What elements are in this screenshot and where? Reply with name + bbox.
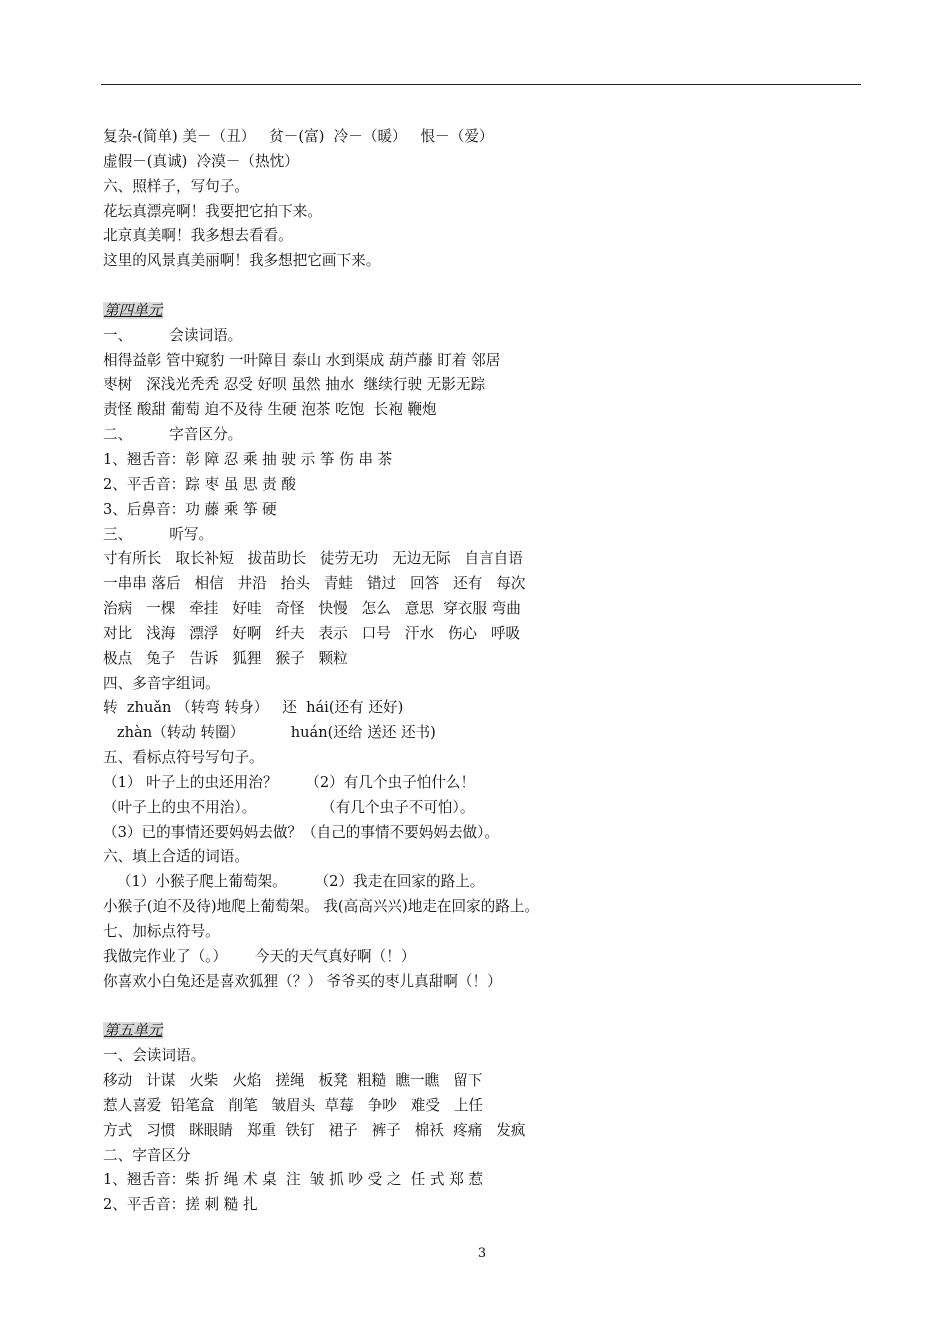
text-line: 一、 会读词语。 [103,326,243,344]
text-line: 我做完作业了（。） 今天的天气真好啊（！） [103,947,416,965]
text-line: 三、 听写。 [103,525,214,543]
text-line: 五、看标点符号写句子。 [103,749,264,767]
text-line: zhàn（转动 转圈） huán(还给 送还 还书) [103,724,436,742]
text-line: （1）小猴子爬上葡萄架。 （2）我走在回家的路上。 [103,873,485,891]
text-line: 北京真美啊！我多想去看看。 [103,227,293,245]
text-line: 寸有所长 取长补短 拔苗助长 徒劳无功 无边无际 自言自语 [103,550,523,568]
text-line: （1） 叶子上的虫还用治？ （2）有几个虫子怕什么！ [103,773,476,791]
text-line: 1、翘舌音：彰 障 忍 乘 抽 驶 示 筝 伤 串 茶 [103,450,393,468]
text-line: 2、平舌音：踪 枣 虽 思 责 酸 [103,475,297,493]
text-line: 一串串 落后 相信 井沿 抬头 青蛙 错过 回答 还有 每次 [103,575,526,593]
text-line: 治病 一棵 牵挂 好哇 奇怪 快慢 怎么 意思 穿衣服 弯曲 [103,600,521,618]
text-line: 2、平舌音：搓 刺 糙 扎 [103,1196,258,1214]
document-body [103,125,863,1218]
text-line: 惹人喜爱 铅笔盒 削笔 皱眉头 草莓 争吵 难受 上任 [103,1096,484,1114]
spacer [103,995,863,1020]
unit-4-title: 第四单元 [104,301,163,319]
text-line: 复杂-(简单) 美－（丑） 贫－(富) 冷－（暖） 恨－（爱） [103,128,494,145]
text-line: 六、照样子，写句子。 [103,177,249,195]
text-line: （3）已的事情还要妈妈去做？（自己的事情不要妈妈去做）。 [103,823,500,841]
text-line: 3、后鼻音：功 藤 乘 筝 硬 [103,500,277,518]
unit-4-heading [103,299,863,324]
text-line: （叶子上的虫不用治）。 （有几个虫子不可怕）。 [103,798,475,816]
text-line: 二、字音区分 [103,1146,191,1164]
text-line: 花坛真漂亮啊！我要把它拍下来。 [103,202,322,220]
unit-5-title: 第五单元 [104,1022,163,1040]
text-line: 对比 浅海 漂浮 好啊 纤夫 表示 口号 汗水 伤心 呼吸 [103,624,521,642]
unit-5-heading [103,1019,863,1044]
text-line: 1、翘舌音：柴 折 绳 术 桌 注 皱 抓 吵 受 之 任 式 郑 惹 [103,1171,484,1189]
text-line: 一、会读词语。 [103,1047,206,1065]
text-line: 小猴子(迫不及待)地爬上葡萄架。 我(高高兴兴)地走在回家的路上。 [103,898,540,916]
header-rule [101,84,861,85]
text-line: 责怪 酸甜 葡萄 迫不及待 生硬 泡茶 吃饱 长袍 鞭炮 [103,401,437,419]
spacer [103,274,863,299]
text-line: 枣树 深浅光秃秃 忍受 好呗 虽然 抽水 继续行驶 无影无踪 [103,376,486,394]
page-number [0,1246,950,1262]
text-line: 这里的风景真美丽啊！我多想把它画下来。 [103,252,381,270]
text-line: 虚假－(真诚) 冷漠－（热忱） [103,152,299,170]
text-line: 六、填上合适的词语。 [103,848,249,866]
text-line: 方式 习惯 眯眼睛 郑重 铁钉 裙子 裤子 棉袄 疼痛 发疯 [103,1121,526,1139]
text-line: 你喜欢小白兔还是喜欢狐狸（？） 爷爷买的枣儿真甜啊（！） [103,972,502,990]
text-line: 七、加标点符号。 [103,923,220,940]
text-line: 二、 字音区分。 [103,426,243,444]
text-line: 转 zhuǎn （转弯 转身） 还 hái(还有 还好) [103,699,404,717]
text-line: 相得益彰 管中窥豹 一叶障目 泰山 水到渠成 葫芦藤 盯着 邻居 [103,351,501,369]
page-number-text: 3 [477,1246,487,1261]
text-line: 四、多音字组词。 [103,674,220,692]
text-line: 极点 兔子 告诉 狐狸 猴子 颗粒 [103,649,348,667]
text-line: 移动 计谋 火柴 火焰 搓绳 板凳 粗糙 瞧一瞧 留下 [103,1072,483,1090]
